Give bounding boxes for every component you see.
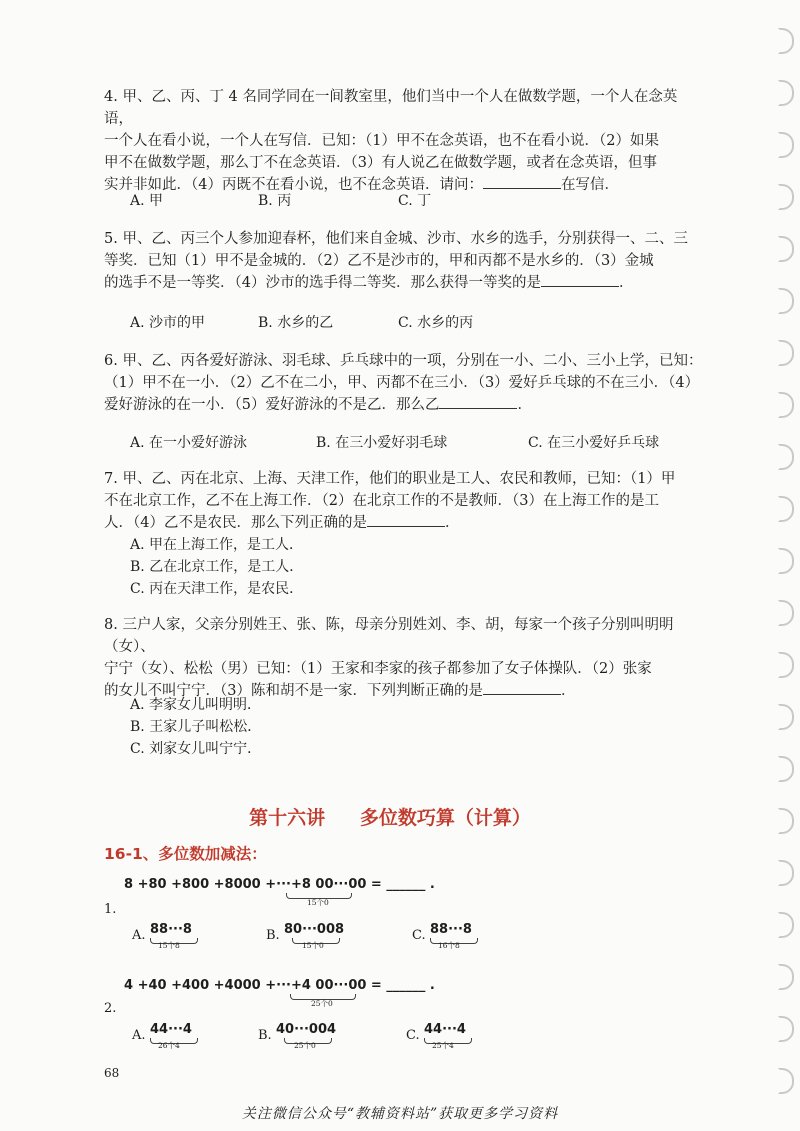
math-2-number: 2. xyxy=(104,1001,117,1016)
question-number: 6. xyxy=(104,353,118,369)
binder-ring xyxy=(778,1016,794,1042)
question-tail: ． xyxy=(444,515,460,531)
footer-promo: 关注微信公众号“教辅资料站”获取更多学习资料 xyxy=(241,1106,559,1122)
binder-ring xyxy=(778,392,794,418)
option-label: B. xyxy=(258,1028,272,1043)
option-label: C. xyxy=(412,928,426,943)
question-number: 8. xyxy=(104,617,118,633)
question-line: 实并非如此．（4）丙既不在看小说，也不在念英语．请问： xyxy=(104,177,483,193)
option-c[interactable]: C. 丙在天津工作，是农民． xyxy=(130,581,304,597)
option-b[interactable]: B. 水乡的乙 xyxy=(258,315,334,331)
option-b[interactable]: B. 在三小爱好羽毛球 xyxy=(316,435,448,451)
binder-ring xyxy=(778,80,794,106)
binder-ring xyxy=(778,1068,794,1094)
question-line: 甲、乙、丙在北京、上海、天津工作，他们的职业是工人、农民和教师，已知：（1）甲 xyxy=(122,471,676,487)
question-line: 等奖．已知（1）甲不是金城的．（2）乙不是沙市的，甲和丙都不是水乡的．（3）金城 xyxy=(104,253,654,269)
binder-ring xyxy=(778,548,794,574)
question-number: 7. xyxy=(104,471,118,487)
option-value: 44···4 xyxy=(150,1022,192,1037)
option-label: C. xyxy=(406,1028,420,1043)
option-b[interactable]: B. 丙 xyxy=(258,193,292,209)
question-tail: ． xyxy=(618,275,634,291)
binder-ring xyxy=(778,28,794,54)
option-sub: 25个4 xyxy=(432,1041,454,1050)
question-7 xyxy=(104,468,704,534)
question-line: 爱好游泳的在一小．（5）爱好游泳的不是乙．那么乙 xyxy=(104,397,440,413)
binder-ring xyxy=(778,808,794,834)
binder-ring xyxy=(778,496,794,522)
option-a[interactable]: A. 在一小爱好游泳 xyxy=(130,435,248,451)
binder-ring xyxy=(778,964,794,990)
question-line: （1）甲不在一小．（2）乙不在二小，甲、丙都不在三小．（3）爱好乒乓球的不在三小．（4） xyxy=(104,375,700,391)
question-line: 甲、乙、丙、丁 4 名同学同在一间教室里，他们当中一个人在做数学题，一个人在念英语， xyxy=(104,89,678,127)
option-c[interactable]: C. 刘家女儿叫宁宁． xyxy=(130,741,262,757)
option-value: 44···4 xyxy=(424,1022,466,1037)
option-c[interactable]: C. 在三小爱好乒乓球 xyxy=(528,435,660,451)
option-sub: 25个0 xyxy=(294,1041,316,1050)
chapter-subtitle: 多位数巧算（计算） xyxy=(359,807,531,829)
answer-blank[interactable] xyxy=(541,274,619,287)
option-value: 80···008 xyxy=(284,922,345,937)
question-line: 的女儿不叫宁宁．（3）陈和胡不是一家．下列判断正确的是 xyxy=(104,683,483,699)
question-line: 不在北京工作，乙不在上海工作．（2）在北京工作的不是教师．（3）在上海工作的是工 xyxy=(104,493,659,509)
option-a[interactable]: A. 沙市的甲 xyxy=(130,315,206,331)
question-tail: ． xyxy=(517,397,532,413)
question-8-options xyxy=(130,694,261,760)
option-b[interactable]: B. 王家儿子叫松松． xyxy=(130,719,262,735)
binder-ring xyxy=(778,444,794,470)
question-4 xyxy=(104,86,704,196)
option-sub: 26个4 xyxy=(158,1041,180,1050)
question-5 xyxy=(104,228,704,294)
option-a[interactable]: A. 甲在上海工作，是工人． xyxy=(130,537,304,553)
answer-blank[interactable] xyxy=(483,176,561,189)
binder-ring xyxy=(778,600,794,626)
binder-ring xyxy=(778,860,794,886)
answer-blank[interactable] xyxy=(367,514,445,527)
question-line: 人．（4）乙不是农民．那么下列正确的是 xyxy=(104,515,367,531)
binder-ring xyxy=(778,288,794,314)
binder-ring xyxy=(778,704,794,730)
question-6 xyxy=(104,350,704,416)
binder-spine xyxy=(766,0,800,1131)
option-label: B. xyxy=(266,928,280,943)
math-1-expression: 8 +80 +800 +8000 +···+8 00···00 = ______ . xyxy=(124,877,435,892)
chapter-title: 第十六讲 xyxy=(249,807,326,829)
option-c[interactable]: C. 水乡的丙 xyxy=(398,315,474,331)
option-label: A. xyxy=(132,1028,146,1043)
option-value: 88···8 xyxy=(150,922,192,937)
question-line: 宁宁（女）、松松（男）已知：（1）王家和李家的孩子都参加了女子体操队．（2）张家 xyxy=(104,661,652,677)
question-line: 一个人在看小说，一个人在写信．已知：（1）甲不在念英语，也不在看小说．（2）如果 xyxy=(104,133,659,149)
option-b[interactable]: B. 乙在北京工作，是工人． xyxy=(130,559,304,575)
binder-ring xyxy=(778,912,794,938)
question-line: 甲不在做数学题，那么丁不在念英语．（3）有人说乙在做数学题，或者在念英语，但事 xyxy=(104,155,657,171)
question-7-options xyxy=(130,534,303,600)
chapter-heading xyxy=(0,803,780,830)
question-8 xyxy=(104,614,704,702)
math-2-expression: 4 +40 +400 +4000 +···+4 00···00 = ______ . xyxy=(124,978,435,993)
question-line: 甲、乙、丙各爱好游泳、羽毛球、乒乓球中的一项，分别在一小、二小、三小上学，已知： xyxy=(122,353,703,369)
section-title: 16-1、多位数加减法： xyxy=(104,845,267,863)
math-1-number: 1. xyxy=(104,902,117,917)
question-tail: ． xyxy=(560,683,576,699)
math-1-expression-sub: 15个0 xyxy=(307,898,329,907)
option-a[interactable]: A. 李家女儿叫明明． xyxy=(130,697,262,713)
question-line: 三户人家，父亲分别姓王、张、陈，母亲分别姓刘、李、胡，每家一个孩子分别叫明明（女）、 xyxy=(104,617,674,655)
binder-ring xyxy=(778,756,794,782)
option-sub: 15个0 xyxy=(302,941,324,950)
option-a[interactable]: A. 甲 xyxy=(130,193,164,209)
option-sub: 16个8 xyxy=(438,941,460,950)
option-sub: 15个8 xyxy=(158,941,180,950)
option-value: 40···004 xyxy=(276,1022,337,1037)
question-line: 的选手不是一等奖．（4）沙市的选手得二等奖．那么获得一等奖的是 xyxy=(104,275,541,291)
page-number: 68 xyxy=(104,1066,120,1080)
question-tail: 在写信． xyxy=(560,177,619,193)
binder-ring xyxy=(778,132,794,158)
math-2-expression-sub: 25个0 xyxy=(311,999,333,1008)
question-line: 甲、乙、丙三个人参加迎春杯，他们来自金城、沙市、水乡的选手，分别获得一、二、三 xyxy=(122,231,688,247)
answer-blank[interactable] xyxy=(483,682,561,695)
question-number: 5. xyxy=(104,231,118,247)
option-label: A. xyxy=(132,928,146,943)
option-c[interactable]: C. 丁 xyxy=(398,193,432,209)
option-value: 88···8 xyxy=(430,922,472,937)
binder-ring xyxy=(778,184,794,210)
answer-blank[interactable] xyxy=(439,396,517,409)
binder-ring xyxy=(778,340,794,366)
question-number: 4. xyxy=(104,89,118,105)
binder-ring xyxy=(778,236,794,262)
binder-ring xyxy=(778,652,794,678)
